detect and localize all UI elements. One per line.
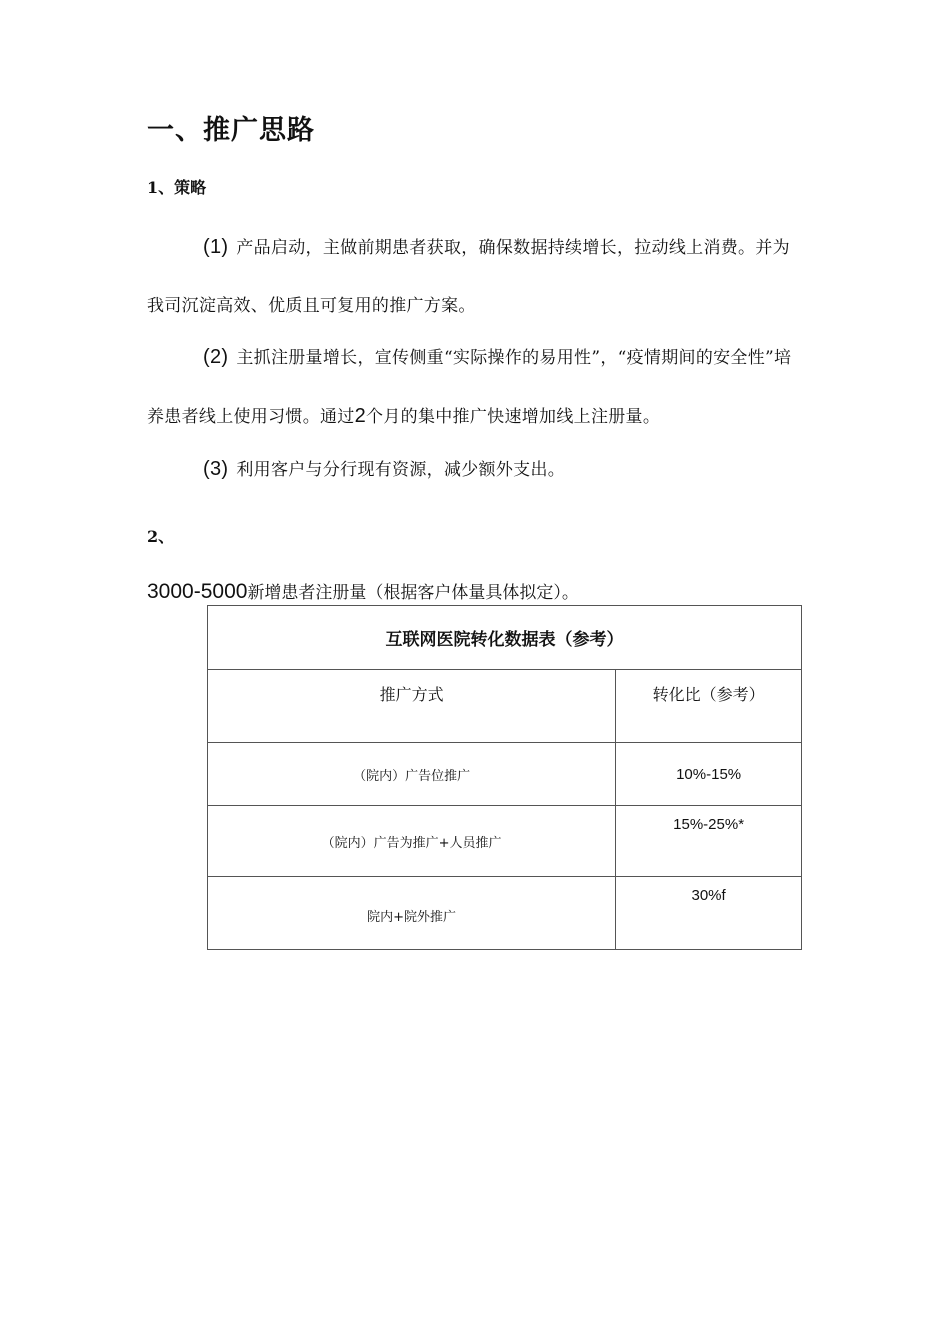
column-header-rate: 转化比（参考） <box>616 670 802 743</box>
table-row <box>208 806 802 877</box>
strategy-item-2-text-before: 主抓注册量增长，宣传侧重“实际操作的易用性”，“疫情期间的安全性”培养患者线上使用习惯。通过 <box>147 348 792 427</box>
promotion-method-cell: 院内+院外推广 <box>208 877 616 950</box>
table-caption-row <box>208 606 802 670</box>
section-1-title: 1、策略 <box>147 178 207 197</box>
table-row <box>208 743 802 806</box>
page-heading: 一、推广思路 <box>147 115 315 146</box>
table-caption: 互联网医院转化数据表（参考） <box>208 606 802 670</box>
table-header-row <box>208 670 802 743</box>
strategy-item-1 <box>147 218 807 335</box>
registration-target-text: 新增患者注册量（根据客户体量具体拟定）。 <box>247 583 579 603</box>
strategy-item-2-text-after: 个月的集中推广快速增加线上注册量。 <box>366 407 661 427</box>
strategy-item-3-text: 利用客户与分行现有资源，减少额外支出。 <box>236 460 566 480</box>
registration-target-number: 3000-5000 <box>147 580 248 603</box>
conversion-rate-cell: 10%-15% <box>616 743 802 806</box>
column-header-method: 推广方式 <box>208 670 616 743</box>
conversion-rate-cell: 30%f <box>616 877 802 950</box>
strategy-item-2-inline-number: 2 <box>354 405 367 427</box>
promotion-method-cell: （院内）广告为推广+人员推广 <box>208 806 616 877</box>
section-2-title: 2、 <box>147 527 175 546</box>
strategy-item-3-number: (3) <box>203 458 229 480</box>
strategy-item-2 <box>147 328 807 446</box>
registration-target <box>147 578 579 604</box>
strategy-item-1-text: 产品启动，主做前期患者获取，确保数据持续增长，拉动线上消费。并为我司沉淀高效、优质且可复用的推广方案。 <box>147 238 790 316</box>
promotion-method-cell: （院内）广告位推广 <box>208 743 616 806</box>
strategy-item-1-number: (1) <box>203 236 229 258</box>
conversion-data-table <box>207 605 802 950</box>
strategy-item-2-number: (2) <box>203 346 229 368</box>
conversion-rate-cell: 15%-25%* <box>616 806 802 877</box>
strategy-item-3 <box>147 440 807 499</box>
table-row <box>208 877 802 950</box>
